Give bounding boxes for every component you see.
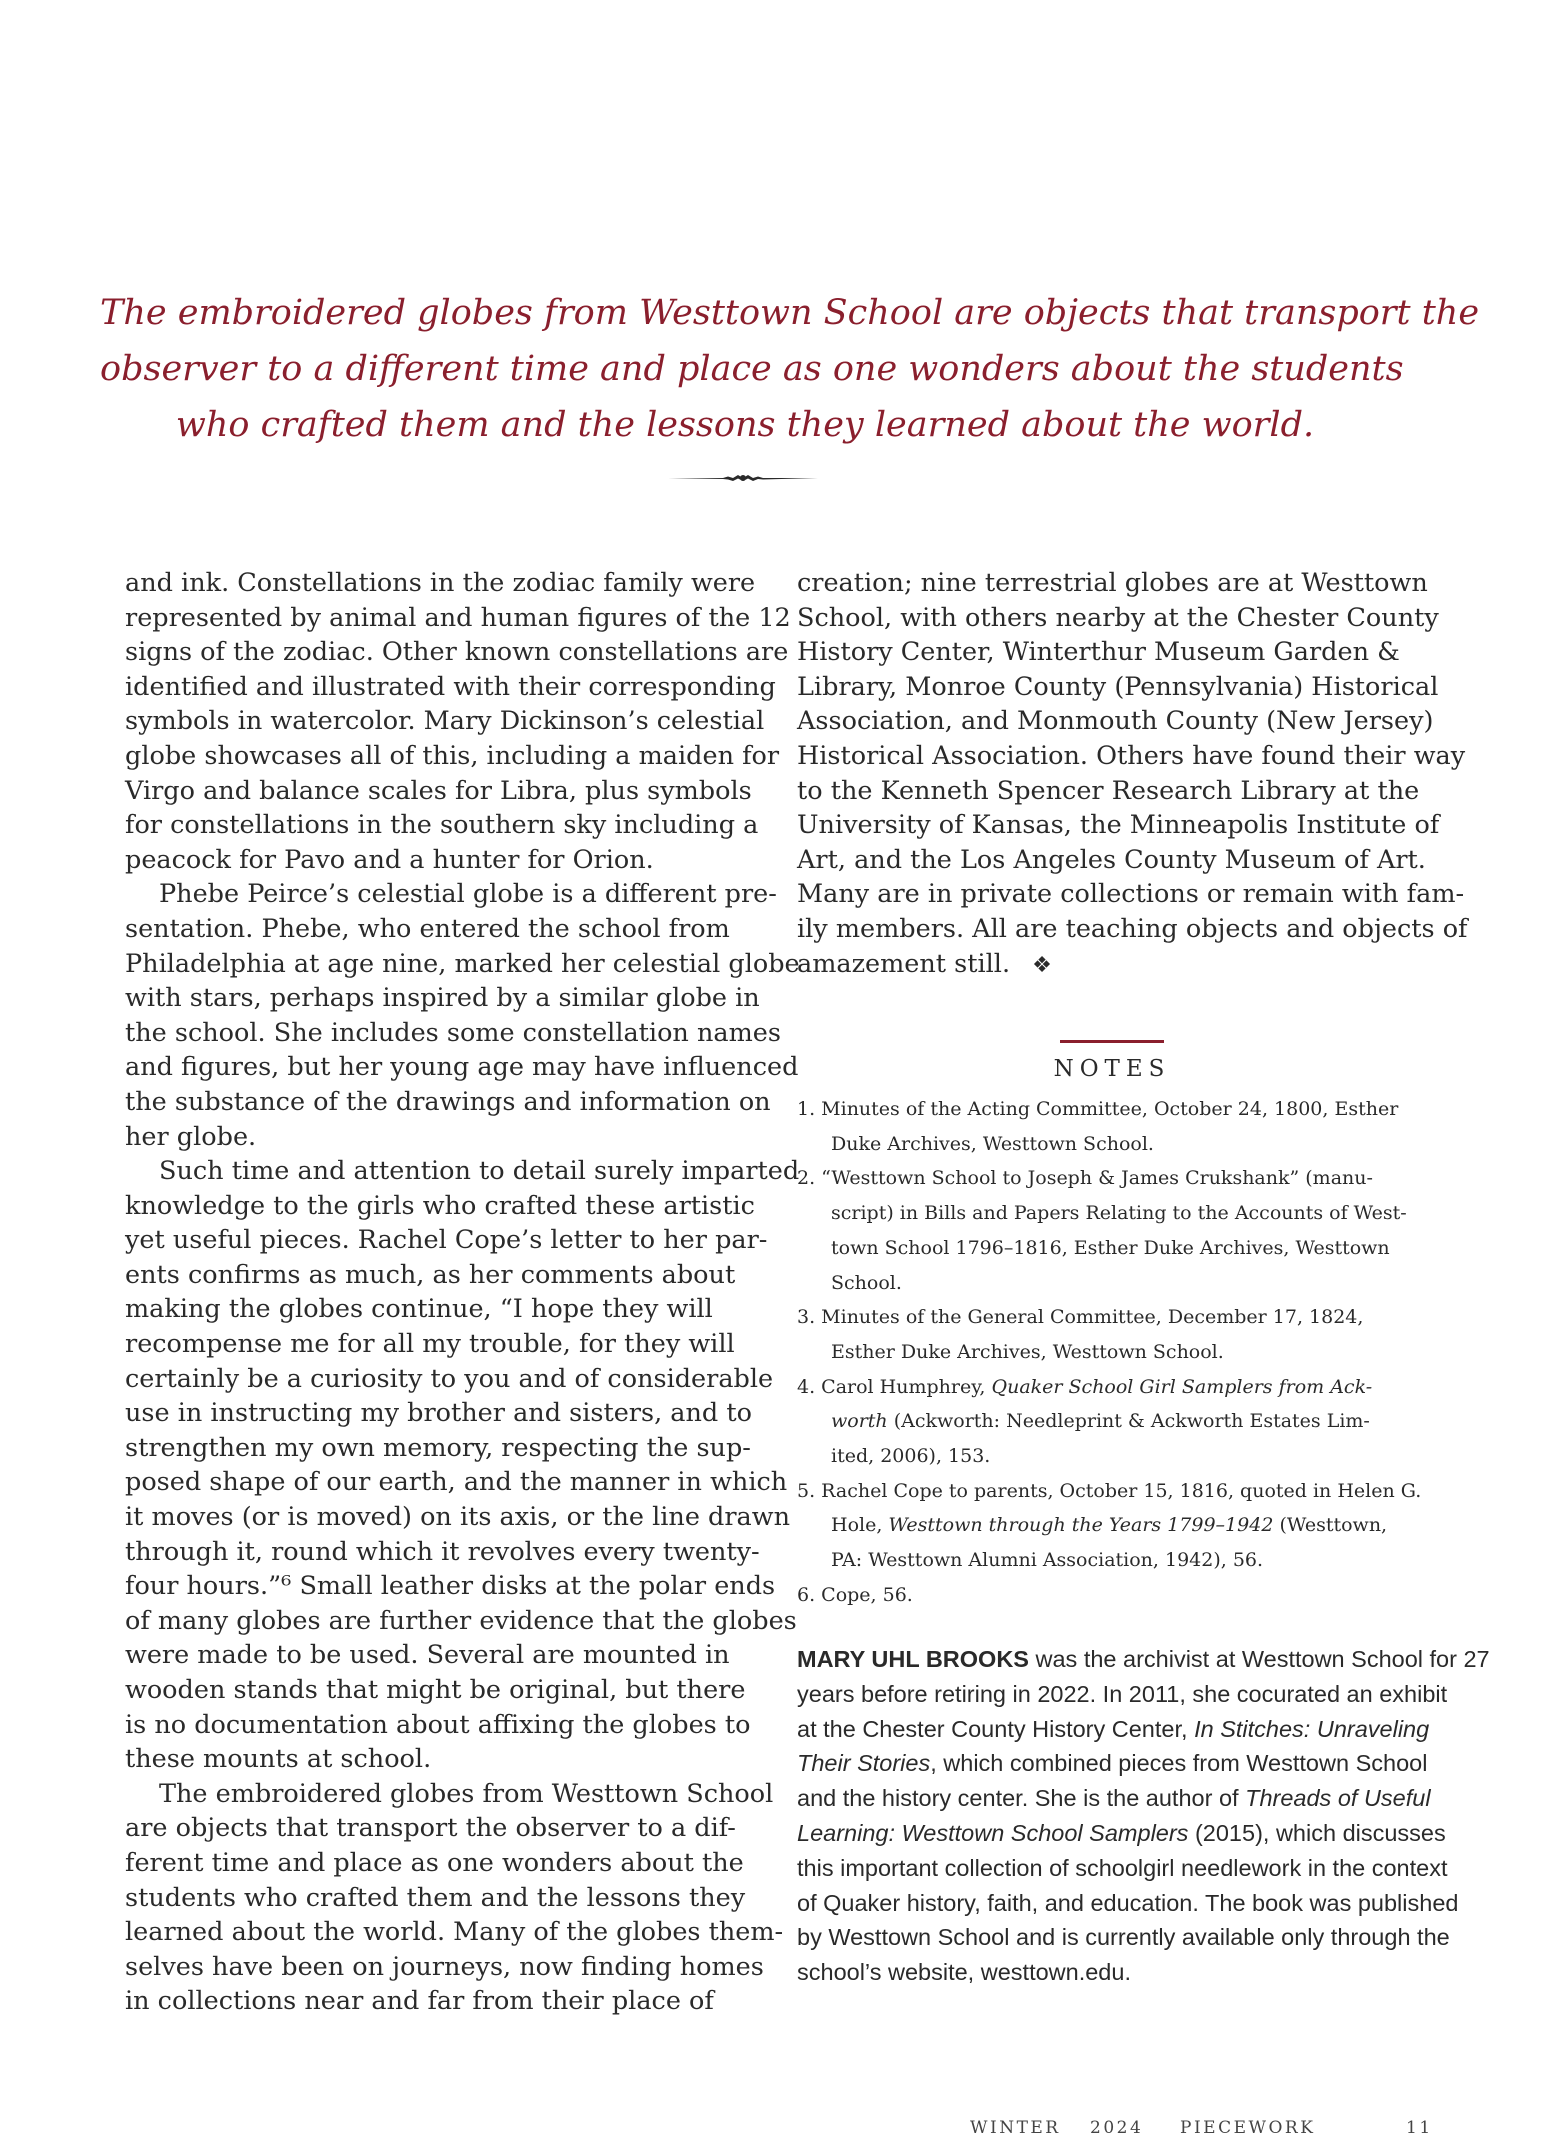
body-line: signs of the zodiac. Other known constellations are — [125, 637, 789, 668]
note-line: town School 1796–1816, Esther Duke Archives, Westtown — [831, 1236, 1390, 1259]
bio-line — [797, 1642, 1490, 1677]
note-text: (Westtown, — [1273, 1514, 1388, 1537]
body-column-right — [797, 566, 1468, 983]
body-line: through it, round which it revolves every twenty- — [125, 1536, 760, 1567]
body-line: Art, and the Los Angeles County Museum of Art. — [797, 844, 1426, 875]
author-name: MARY UHL BROOKS — [797, 1646, 1029, 1672]
footer-year: 2024 — [1090, 2118, 1144, 2138]
bio-line — [797, 1816, 1457, 1851]
body-column-left — [125, 566, 800, 2019]
body-line: learned about the world. Many of the globes them- — [125, 1917, 784, 1948]
exhibit-title: In Stitches: Unraveling — [1194, 1715, 1430, 1742]
note-text: (Ackworth: Needleprint & Ackworth Estates Lim- — [887, 1410, 1370, 1433]
notes-heading: NOTES — [1053, 1056, 1171, 1082]
body-line: certainly be a curiosity to you and of considerable — [125, 1363, 774, 1394]
body-line: selves have been on journeys, now finding homes — [125, 1951, 764, 1982]
body-line: and ink. Constellations in the zodiac family were — [125, 568, 756, 598]
note-book-title: Quaker School Girl Samplers from Ack- — [991, 1375, 1373, 1398]
note-line: 3. Minutes of the General Committee, December 17, 1824, — [797, 1306, 1364, 1329]
body-line: are objects that transport the observer to a dif- — [125, 1813, 736, 1844]
body-line: use in instructing my brother and sisters, and to — [125, 1398, 752, 1429]
author-bio — [797, 1642, 1490, 1990]
note-line: Duke Archives, Westtown School. — [831, 1132, 1154, 1155]
body-line: creation; nine terrestrial globes are at Westtown — [797, 568, 1428, 598]
book-title: Learning: Westtown School Samplers — [797, 1819, 1189, 1846]
bio-line — [797, 1712, 1457, 1747]
footer-magazine: PIECEWORK — [1180, 2118, 1316, 2138]
bio-text: was the archivist at Westtown School for 27 — [1028, 1646, 1490, 1672]
body-line: were made to be used. Several are mounted in — [125, 1640, 730, 1671]
body-line: symbols in watercolor. Mary Dickinson’s celestial — [125, 706, 765, 737]
body-line: for constellations in the southern sky including a — [125, 810, 759, 841]
body-line: her globe. — [125, 1121, 257, 1152]
body-line: wooden stands that might be original, but there — [125, 1675, 746, 1705]
body-line: making the globes continue, “I hope they will — [125, 1294, 713, 1325]
body-line: Virgo and balance scales for Libra, plus symbols — [125, 775, 752, 806]
page-number: 11 — [1406, 2118, 1433, 2138]
note-line — [797, 1508, 1437, 1543]
body-line: Philadelphia at age nine, marked her celestial globe — [125, 948, 800, 979]
body-line: strengthen my own memory, respecting the sup- — [125, 1432, 751, 1463]
body-line: ents confirms as much, as her comments about — [125, 1259, 736, 1290]
pull-quote-line: who crafted them and the lessons they learned about the world. — [175, 405, 1315, 445]
body-line: posed shape of our earth, and the manner in which — [125, 1467, 788, 1498]
body-line: peacock for Pavo and a hunter for Orion. — [125, 844, 654, 875]
body-line: in collections near and far from their place of — [125, 1986, 714, 2017]
body-line: Library, Monroe County (Pennsylvania) Historical — [797, 671, 1439, 702]
bio-line: of Quaker history, faith, and education. The book was published — [797, 1889, 1459, 1916]
bio-line: by Westtown School and is currently available only through the — [797, 1924, 1450, 1951]
body-line: is no documentation about affixing the globes to — [125, 1709, 751, 1740]
note-line — [797, 1370, 1437, 1405]
body-line: the school. She includes some constellation names — [125, 1017, 781, 1048]
bio-text: and the history center. She is the author of — [797, 1785, 1246, 1812]
note-line: PA: Westtown Alumni Association, 1942), 56. — [831, 1549, 1264, 1572]
pull-quote-line: The embroidered globes from Westtown School are objects that transport the — [100, 293, 1480, 333]
body-line: History Center, Winterthur Museum Garden & — [797, 637, 1400, 668]
page-footer — [970, 2118, 1440, 2142]
note-line: 2. “Westtown School to Joseph & James Crukshank” (manu- — [797, 1167, 1373, 1190]
body-line-text: amazement still. — [797, 948, 1011, 979]
note-line: ited, 2006), 153. — [831, 1445, 991, 1468]
exhibit-title: Their Stories — [797, 1750, 931, 1777]
body-line: Association, and Monmouth County (New Jersey) — [797, 706, 1434, 737]
body-line: to the Kenneth Spencer Research Library at the — [797, 775, 1420, 806]
bio-line: this important collection of schoolgirl needlework in the context — [797, 1854, 1448, 1881]
body-line: yet useful pieces. Rachel Cope’s letter to her par- — [125, 1225, 768, 1256]
bio-line — [797, 1781, 1457, 1816]
body-line: sentation. Phebe, who entered the school from — [125, 913, 730, 944]
note-book-title: Westtown through the Years 1799–1942 — [888, 1514, 1274, 1537]
notes-list — [797, 1092, 1437, 1613]
note-line: School. — [831, 1271, 902, 1294]
body-line: Historical Association. Others have found their way — [797, 740, 1466, 771]
body-line: students who crafted them and the lessons they — [125, 1882, 746, 1913]
book-title: Threads of Useful — [1245, 1785, 1431, 1812]
body-line: recompense me for all my trouble, for they will — [125, 1329, 735, 1360]
note-text: 4. Carol Humphrey, — [797, 1375, 992, 1398]
body-line: represented by animal and human figures of the 12 — [125, 602, 791, 633]
body-line: these mounts at school. — [125, 1744, 432, 1775]
body-line: ily members. All are teaching objects and objects of — [797, 913, 1468, 944]
pull-quote-line: observer to a different time and place as one wonders about the students — [100, 349, 1404, 389]
bio-line: years before retiring in 2022. In 2011, she cocurated an exhibit — [797, 1680, 1448, 1707]
note-line: script) in Bills and Papers Relating to the Accounts of West- — [831, 1202, 1407, 1225]
ornament-divider — [668, 470, 818, 486]
body-line: the substance of the drawings and information on — [125, 1086, 771, 1117]
bio-text: (2015), which discusses — [1188, 1819, 1446, 1846]
note-line: 6. Cope, 56. — [797, 1583, 913, 1606]
body-line: identified and illustrated with their corresponding — [125, 671, 776, 702]
body-line: with stars, perhaps inspired by a similar globe in — [125, 983, 760, 1014]
notes-divider — [1060, 1040, 1164, 1043]
note-book-title: worth — [831, 1410, 888, 1433]
bio-text: , which combined pieces from Westtown School — [930, 1750, 1428, 1777]
note-line: 1. Minutes of the Acting Committee, October 24, 1800, Esther — [797, 1098, 1399, 1120]
body-line: Many are in private collections or remain with fam- — [797, 879, 1465, 910]
bio-line — [797, 1746, 1457, 1781]
note-line: 5. Rachel Cope to parents, October 15, 1816, quoted in Helen G. — [797, 1479, 1422, 1502]
note-line — [797, 1404, 1437, 1439]
body-line: The embroidered globes from Westtown School — [159, 1778, 774, 1809]
bio-text: at the Chester County History Center, — [797, 1715, 1195, 1742]
body-line: Phebe Peirce’s celestial globe is a different pre- — [159, 879, 777, 910]
end-mark-icon: ❖ — [1032, 952, 1052, 978]
footer-season: WINTER — [970, 2118, 1061, 2138]
pull-quote — [100, 285, 1480, 453]
body-line — [797, 947, 1437, 984]
note-text: Hole, — [831, 1514, 889, 1537]
body-line: four hours.”⁶ Small leather disks at the polar ends — [125, 1571, 776, 1602]
body-line: and figures, but her young age may have influenced — [125, 1052, 799, 1083]
body-line: it moves (or is moved) on its axis, or the line drawn — [125, 1502, 791, 1533]
body-line: University of Kansas, the Minneapolis Institute of — [797, 810, 1440, 841]
body-line: Such time and attention to detail surely imparted — [159, 1156, 800, 1187]
bio-line: school’s website, westtown.edu. — [797, 1959, 1131, 1986]
body-line: knowledge to the girls who crafted these artistic — [125, 1190, 755, 1221]
body-line: globe showcases all of this, including a maiden for — [125, 740, 780, 771]
body-line: ferent time and place as one wonders about the — [125, 1847, 744, 1878]
body-line: School, with others nearby at the Chester County — [797, 602, 1439, 633]
body-line: of many globes are further evidence that the globes — [125, 1605, 797, 1636]
note-line: Esther Duke Archives, Westtown School. — [831, 1340, 1224, 1363]
